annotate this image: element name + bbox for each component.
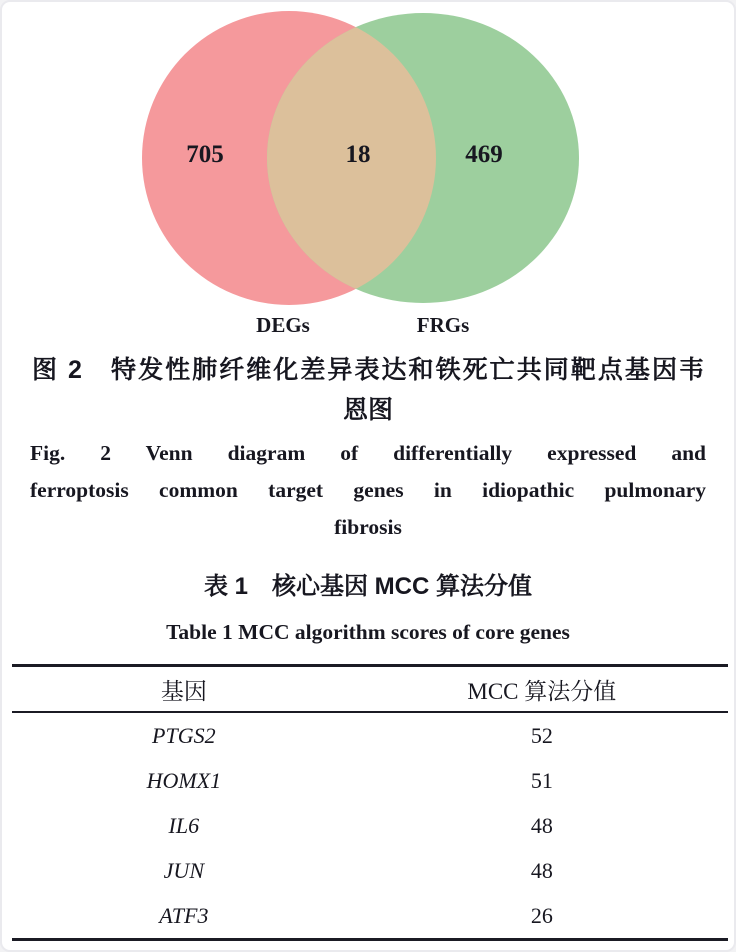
table-row xyxy=(12,803,728,848)
venn-left-count: 705 xyxy=(186,141,224,168)
table-title-en: Table 1 MCC algorithm scores of core genes xyxy=(166,620,570,644)
gene-name: PTGS2 xyxy=(152,722,216,748)
venn-right-count: 469 xyxy=(465,141,503,168)
mcc-score-table xyxy=(12,664,728,941)
venn-diagram xyxy=(2,2,736,342)
figure-caption-en-line1: Fig. 2 Venn diagram of differentially expressed and xyxy=(30,441,706,465)
venn-overlap-count: 18 xyxy=(345,141,371,168)
venn-svg xyxy=(2,2,736,342)
gene-score: 48 xyxy=(530,812,553,838)
table-row xyxy=(12,758,728,803)
table-row xyxy=(12,712,728,758)
venn-left-label: DEGs xyxy=(256,313,310,337)
gene-score: 51 xyxy=(530,767,553,793)
figure-caption-zh xyxy=(32,350,704,430)
gene-name: HOMX1 xyxy=(146,767,222,793)
table-header-row xyxy=(12,666,728,713)
gene-score: 26 xyxy=(530,902,553,928)
table-title-zh: 表 1 核心基因 MCC 算法分值 xyxy=(203,573,532,600)
gene-name: JUN xyxy=(163,857,204,883)
table-row xyxy=(12,893,728,940)
table-header-gene: 基因 xyxy=(12,666,356,713)
gene-score: 48 xyxy=(530,857,553,883)
figure-caption-zh-line2: 恩图 xyxy=(342,396,393,424)
figure-caption-zh-line1: 图 2 特发性肺纤维化差异表达和铁死亡共同靶点基因韦 xyxy=(32,356,704,384)
gene-name: IL6 xyxy=(168,812,200,838)
figure-caption-en xyxy=(30,435,706,546)
figure-caption-en-line3: fibrosis xyxy=(334,515,402,539)
gene-score: 52 xyxy=(530,722,553,748)
venn-right-label: FRGs xyxy=(416,313,470,337)
figure-caption-en-line2: ferroptosis common target genes in idiopathic pulmonary xyxy=(30,478,706,502)
table-header-score: MCC 算法分值 xyxy=(356,666,728,713)
gene-name: ATF3 xyxy=(159,902,209,928)
table-row xyxy=(12,848,728,893)
